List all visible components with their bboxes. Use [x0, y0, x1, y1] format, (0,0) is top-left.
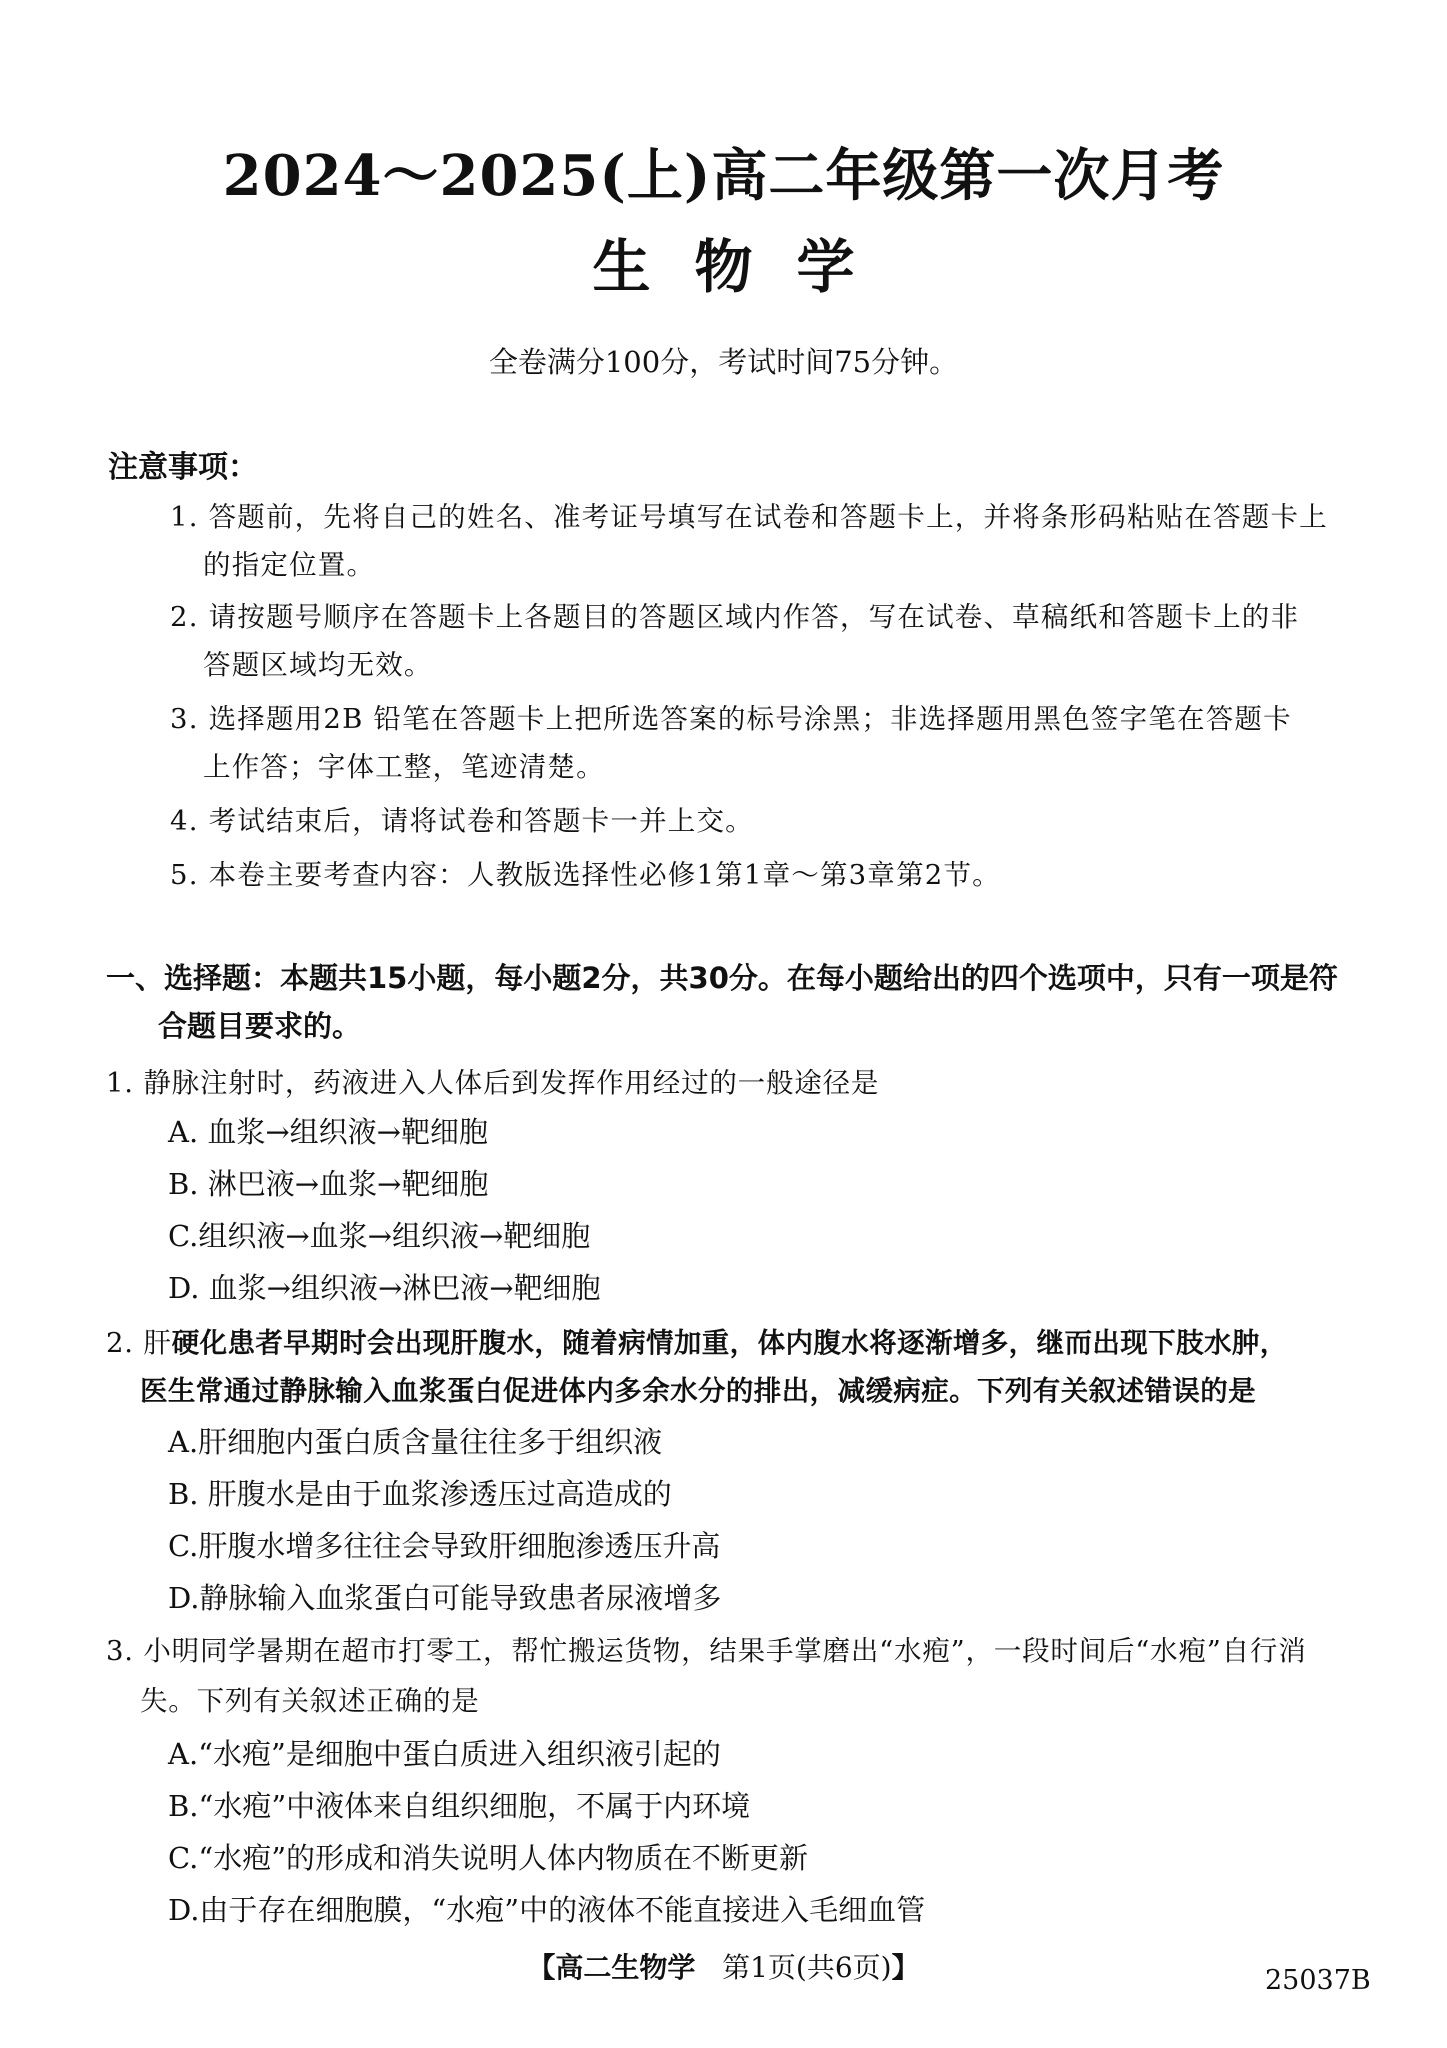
option-c: C.“水疱”的形成和消失说明人体内物质在不断更新 — [168, 1841, 809, 1875]
footer-bracket-right: 】 — [891, 1951, 920, 1984]
section-heading: 一、选择题：本题共15小题，每小题2分，共30分。在每小题给出的四个选项中，只有一项是符 — [106, 961, 1338, 995]
question-text: 硬化患者早期时会出现肝腹水，随着病情加重，体内腹水将逐渐增多，继而出现下肢水肿， — [171, 1327, 1288, 1359]
option-c: C.肝腹水增多往往会导致肝细胞渗透压升高 — [168, 1529, 721, 1563]
subject-title: 生物学 — [592, 233, 899, 301]
option-b: B. 肝腹水是由于血浆渗透压过高造成的 — [168, 1477, 672, 1511]
section-heading-cont: 合题目要求的。 — [158, 1009, 362, 1043]
notice-line: 3. 选择题用2B 铅笔在答题卡上把所选答案的标号涂黑；非选择题用黑色签字笔在答题卡 — [170, 703, 1292, 735]
option-d: D.静脉输入血浆蛋白可能导致患者尿液增多 — [168, 1581, 722, 1615]
option-b: B. 淋巴液→血浆→靶细胞 — [168, 1167, 489, 1201]
option-a: A.“水疱”是细胞中蛋白质进入组织液引起的 — [168, 1737, 721, 1771]
question-stem: 1. 静脉注射时，药液进入人体后到发挥作用经过的一般途径是 — [106, 1067, 880, 1099]
question-number: 2. 肝 — [106, 1327, 172, 1359]
question-stem — [106, 1320, 1288, 1360]
notice-line: 答题区域均无效。 — [203, 649, 433, 681]
option-d: D.由于存在细胞膜，“水疱”中的液体不能直接进入毛细血管 — [168, 1893, 926, 1927]
notice-line: 2. 请按题号顺序在答题卡上各题目的答题区域内作答，写在试卷、草稿纸和答题卡上的非 — [170, 601, 1300, 633]
question-stem: 3. 小明同学暑期在超市打零工，帮忙搬运货物，结果手掌磨出“水疱”，一段时间后“水疱”自行消 — [106, 1635, 1307, 1667]
notice-heading: 注意事项： — [108, 450, 258, 485]
option-d: D. 血浆→组织液→淋巴液→靶细胞 — [168, 1271, 601, 1305]
page-footer — [0, 1946, 1447, 1986]
exam-title: 2024～2025(上)高二年级第一次月考 — [222, 143, 1225, 209]
notice-line: 上作答；字体工整，笔迹清楚。 — [203, 751, 605, 783]
paper-code: 25037B — [1265, 1965, 1371, 1996]
full-mark-note: 全卷满分100分，考试时间75分钟。 — [488, 345, 959, 379]
footer-label: 高二生物学 — [555, 1951, 696, 1984]
option-a: A.肝细胞内蛋白质含量往往多于组织液 — [168, 1425, 663, 1459]
footer-bracket-left: 【 — [527, 1951, 556, 1984]
notice-line: 4. 考试结束后，请将试卷和答题卡一并上交。 — [170, 805, 754, 837]
notice-line: 1. 答题前，先将自己的姓名、准考证号填写在试卷和答题卡上，并将条形码粘贴在答题卡上 — [170, 501, 1328, 533]
notice-line: 5. 本卷主要考查内容：人教版选择性必修1第1章～第3章第2节。 — [170, 859, 1001, 891]
option-b: B.“水疱”中液体来自组织细胞，不属于内环境 — [168, 1789, 751, 1823]
question-stem-cont: 失。下列有关叙述正确的是 — [140, 1685, 480, 1717]
question-stem-cont: 医生常通过静脉输入血浆蛋白促进体内多余水分的排出，减缓病症。下列有关叙述错误的是 — [140, 1375, 1256, 1407]
option-a: A. 血浆→组织液→靶细胞 — [168, 1115, 488, 1149]
notice-line: 的指定位置。 — [203, 549, 376, 581]
page-number: 第1页(共6页) — [722, 1951, 892, 1984]
option-c: C.组织液→血浆→组织液→靶细胞 — [168, 1219, 591, 1253]
